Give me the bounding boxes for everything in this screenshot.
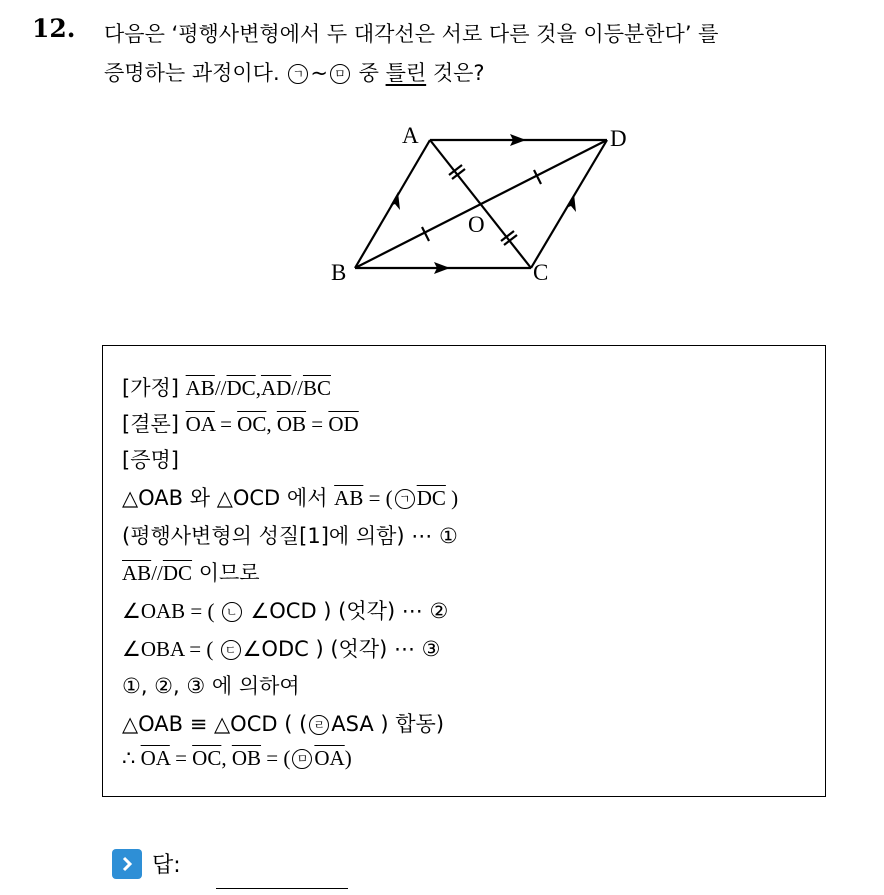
seg-oc: $\overline{OC}$: [237, 412, 267, 436]
mark-4: ㄹ: [309, 715, 329, 735]
comma: ,: [255, 376, 261, 400]
seg-oa: $\overline{OA}$: [140, 746, 170, 770]
seg-ab: $\overline{AB}$: [334, 486, 364, 510]
center-o-label: O: [468, 212, 485, 237]
seg-ob: $\overline{OB}$: [276, 412, 307, 436]
l11-close: ): [344, 746, 352, 770]
proof-line-5: (평행사변형의 성질[1]에 의함) ⋯ ①: [122, 524, 458, 548]
proof-label: [증명]: [122, 448, 179, 472]
underlined-word: 틀린: [385, 61, 427, 85]
l10-post: ASA ) 합동): [331, 712, 445, 736]
mark-5: ㅁ: [292, 749, 312, 769]
answer-row: [112, 848, 181, 879]
seg-dc: $\overline{DC}$: [226, 376, 256, 400]
range-start-mark: ㄱ: [288, 64, 308, 84]
parallel-sign: //: [214, 376, 227, 400]
parallel-sign: //: [151, 561, 163, 585]
seg-ad: $\overline{AD}$: [260, 376, 292, 400]
seg-dc: $\overline{DC}$: [162, 561, 193, 585]
given-label: [가정]: [122, 376, 186, 400]
parallel-sign: //: [291, 376, 303, 400]
seg-oa: $\overline{OA}$: [314, 746, 345, 770]
l4-close: ): [445, 486, 459, 510]
conclusion-label: [결론]: [122, 412, 186, 436]
vertex-b-label: B: [331, 260, 347, 285]
proof-given: [122, 372, 331, 402]
seg-bc: $\overline{BC}$: [302, 376, 331, 400]
comma: ,: [221, 746, 232, 770]
question-text-line2: [104, 57, 485, 87]
proof-line-7: [122, 595, 448, 625]
question-number: 12.: [32, 14, 76, 43]
l8-pre: ∠OBA = (: [122, 637, 219, 661]
answer-blank[interactable]: [216, 888, 348, 889]
proof-line-11: [122, 746, 352, 771]
l6-post: 이므로: [192, 561, 260, 585]
proof-line-6: [122, 557, 260, 587]
therefore: ∴: [122, 746, 141, 770]
seg-ab: $\overline{AB}$: [122, 561, 152, 585]
proof-line-10: [122, 708, 444, 738]
seg-od: $\overline{OD}$: [328, 412, 359, 436]
line2-post: 것은?: [426, 61, 485, 85]
proof-line-9: ①, ②, ③ 에 의하여: [122, 674, 300, 698]
proof-line-4: [122, 482, 458, 512]
mark-3: ㄷ: [221, 640, 241, 660]
range-end-mark: ㅁ: [330, 64, 350, 84]
line2-mid: 중: [351, 61, 386, 85]
seg-ab: $\overline{AB}$: [185, 376, 215, 400]
equals: =: [306, 412, 329, 436]
mark-1: ㄱ: [395, 489, 415, 509]
seg-ob: $\overline{OB}$: [231, 746, 262, 770]
proof-conclusion: [122, 408, 359, 438]
equals: =: [214, 412, 238, 436]
seg-dc: $\overline{DC}$: [416, 486, 446, 510]
line2-pre: 증명하는 과정이다.: [104, 61, 287, 85]
seg-oc: $\overline{OC}$: [192, 746, 222, 770]
l7-post: ∠OCD ) (엇각) ⋯ ②: [243, 599, 449, 623]
range-sep: ~: [310, 61, 328, 85]
proof-line-8: [122, 633, 440, 663]
vertex-a-label: A: [402, 123, 419, 148]
l10-pre: △OAB ≡ △OCD ( (: [122, 712, 308, 736]
l4-eq: = (: [363, 486, 393, 510]
l8-post: ∠ODC ) (엇각) ⋯ ③: [242, 637, 441, 661]
seg-oa: $\overline{OA}$: [185, 412, 215, 436]
comma: ,: [266, 412, 277, 436]
vertex-d-label: D: [610, 126, 627, 151]
l4-pre: △OAB 와 △OCD 에서: [122, 486, 335, 510]
mark-2: ㄴ: [222, 602, 242, 622]
chevron-right-icon: [112, 849, 142, 879]
answer-label: 답:: [152, 853, 181, 878]
vertex-c-label: C: [533, 260, 549, 285]
parallelogram-figure: [320, 110, 640, 290]
l7-pre: ∠OAB = (: [122, 599, 220, 623]
question-text-line1: 다음은 ‘평행사변형에서 두 대각선은 서로 다른 것을 이등분한다’ 를: [104, 22, 719, 46]
equals: =: [169, 746, 193, 770]
equals: = (: [261, 746, 291, 770]
